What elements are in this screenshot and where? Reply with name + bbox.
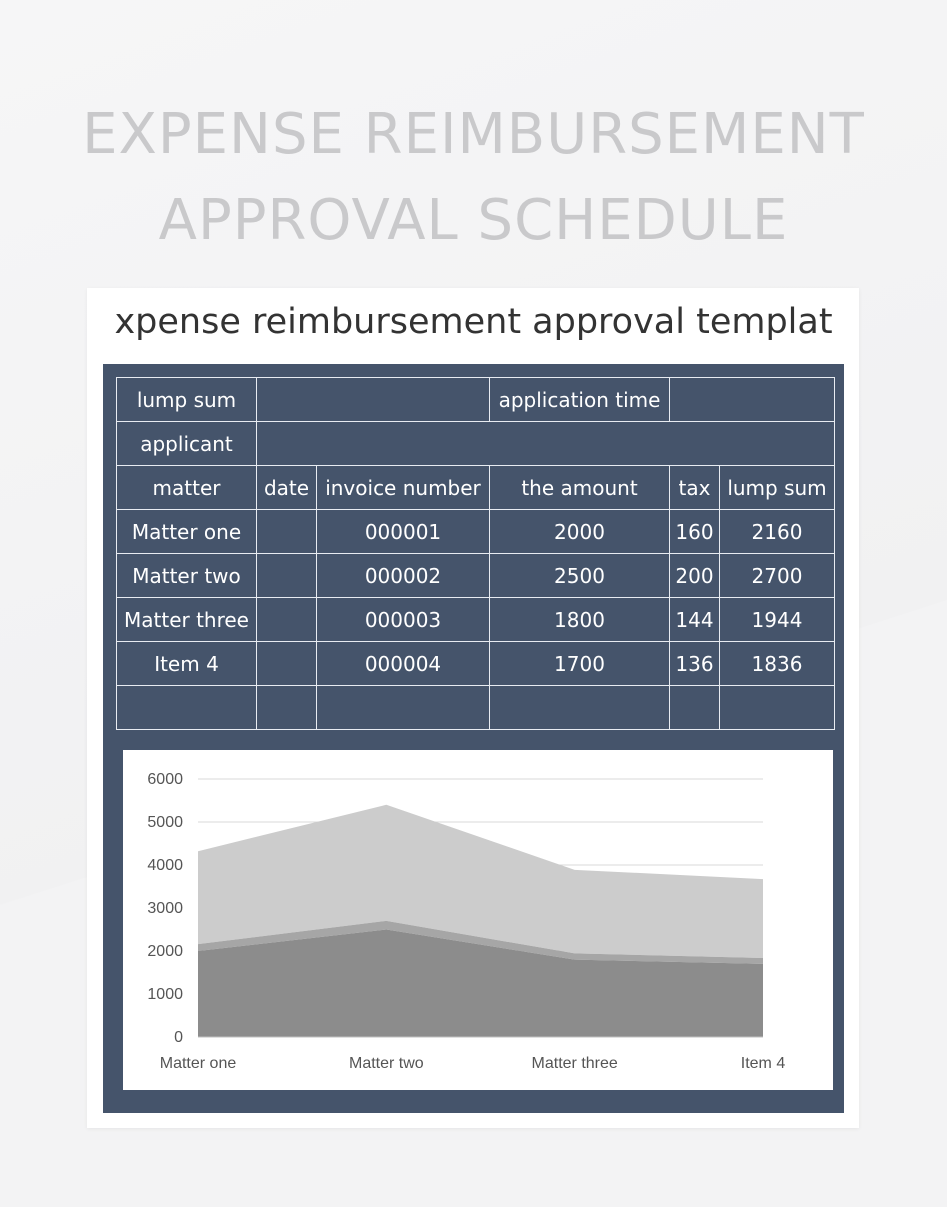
cell-lump-sum[interactable]: 1836 bbox=[720, 642, 835, 686]
x-tick-label: Item 4 bbox=[740, 1055, 786, 1072]
x-tick-label: Matter three bbox=[531, 1055, 618, 1072]
y-tick-label: 0 bbox=[174, 1029, 183, 1046]
cell-amount[interactable]: 1700 bbox=[490, 642, 670, 686]
page-title bbox=[0, 92, 947, 264]
applicant-label: applicant bbox=[117, 422, 257, 466]
y-tick-label: 1000 bbox=[147, 986, 183, 1003]
y-tick-label: 5000 bbox=[147, 814, 183, 831]
y-tick-label: 3000 bbox=[147, 900, 183, 917]
x-tick-label: Matter one bbox=[159, 1055, 237, 1072]
expense-table bbox=[116, 377, 835, 730]
column-header-amount: the amount bbox=[490, 466, 670, 510]
cell-matter[interactable] bbox=[117, 686, 257, 730]
column-header-date: date bbox=[257, 466, 317, 510]
cell-date[interactable] bbox=[257, 510, 317, 554]
column-header-lump-sum: lump sum bbox=[720, 466, 835, 510]
cell-matter[interactable]: Matter three bbox=[117, 598, 257, 642]
cell-amount[interactable] bbox=[490, 686, 670, 730]
lump-sum-value-cell[interactable] bbox=[257, 378, 490, 422]
column-header-matter: matter bbox=[117, 466, 257, 510]
lump-sum-label: lump sum bbox=[117, 378, 257, 422]
y-tick-label: 2000 bbox=[147, 943, 183, 960]
application-time-value-cell[interactable] bbox=[670, 378, 835, 422]
cell-amount[interactable]: 2500 bbox=[490, 554, 670, 598]
sheet-title: xpense reimbursement approval templat bbox=[114, 302, 833, 342]
column-header-tax: tax bbox=[670, 466, 720, 510]
cell-lump-sum[interactable]: 2700 bbox=[720, 554, 835, 598]
cell-lump-sum[interactable] bbox=[720, 686, 835, 730]
table-row bbox=[117, 554, 835, 598]
table-header-row bbox=[117, 466, 835, 510]
cell-invoice-number[interactable]: 000001 bbox=[317, 510, 490, 554]
cell-tax[interactable]: 200 bbox=[670, 554, 720, 598]
page-title-line-1: EXPENSE REIMBURSEMENT bbox=[82, 102, 865, 167]
cell-tax[interactable] bbox=[670, 686, 720, 730]
cell-matter[interactable]: Item 4 bbox=[117, 642, 257, 686]
cell-amount[interactable]: 2000 bbox=[490, 510, 670, 554]
cell-invoice-number[interactable]: 000002 bbox=[317, 554, 490, 598]
table-row-empty bbox=[117, 686, 835, 730]
y-tick-label: 4000 bbox=[147, 857, 183, 874]
page-title-line-2: APPROVAL SCHEDULE bbox=[158, 188, 789, 253]
applicant-value-cell[interactable] bbox=[257, 422, 835, 466]
cell-date[interactable] bbox=[257, 598, 317, 642]
application-time-label: application time bbox=[490, 378, 670, 422]
cell-date[interactable] bbox=[257, 554, 317, 598]
cell-matter[interactable]: Matter two bbox=[117, 554, 257, 598]
cell-tax[interactable]: 144 bbox=[670, 598, 720, 642]
table-row bbox=[117, 598, 835, 642]
cell-invoice-number[interactable]: 000003 bbox=[317, 598, 490, 642]
table-row bbox=[117, 510, 835, 554]
cell-date[interactable] bbox=[257, 686, 317, 730]
cell-tax[interactable]: 136 bbox=[670, 642, 720, 686]
cell-lump-sum[interactable]: 1944 bbox=[720, 598, 835, 642]
chart-canvas bbox=[123, 750, 833, 1090]
table-row bbox=[117, 642, 835, 686]
info-row-applicant bbox=[117, 422, 835, 466]
x-tick-label: Matter two bbox=[348, 1055, 424, 1072]
cell-tax[interactable]: 160 bbox=[670, 510, 720, 554]
column-header-invoice-number: invoice number bbox=[317, 466, 490, 510]
cell-invoice-number[interactable]: 000004 bbox=[317, 642, 490, 686]
cell-lump-sum[interactable]: 2160 bbox=[720, 510, 835, 554]
stacked-area-chart bbox=[123, 750, 833, 1090]
info-row-lump-sum bbox=[117, 378, 835, 422]
cell-date[interactable] bbox=[257, 642, 317, 686]
cell-invoice-number[interactable] bbox=[317, 686, 490, 730]
cell-matter[interactable]: Matter one bbox=[117, 510, 257, 554]
cell-amount[interactable]: 1800 bbox=[490, 598, 670, 642]
y-tick-label: 6000 bbox=[147, 771, 183, 788]
